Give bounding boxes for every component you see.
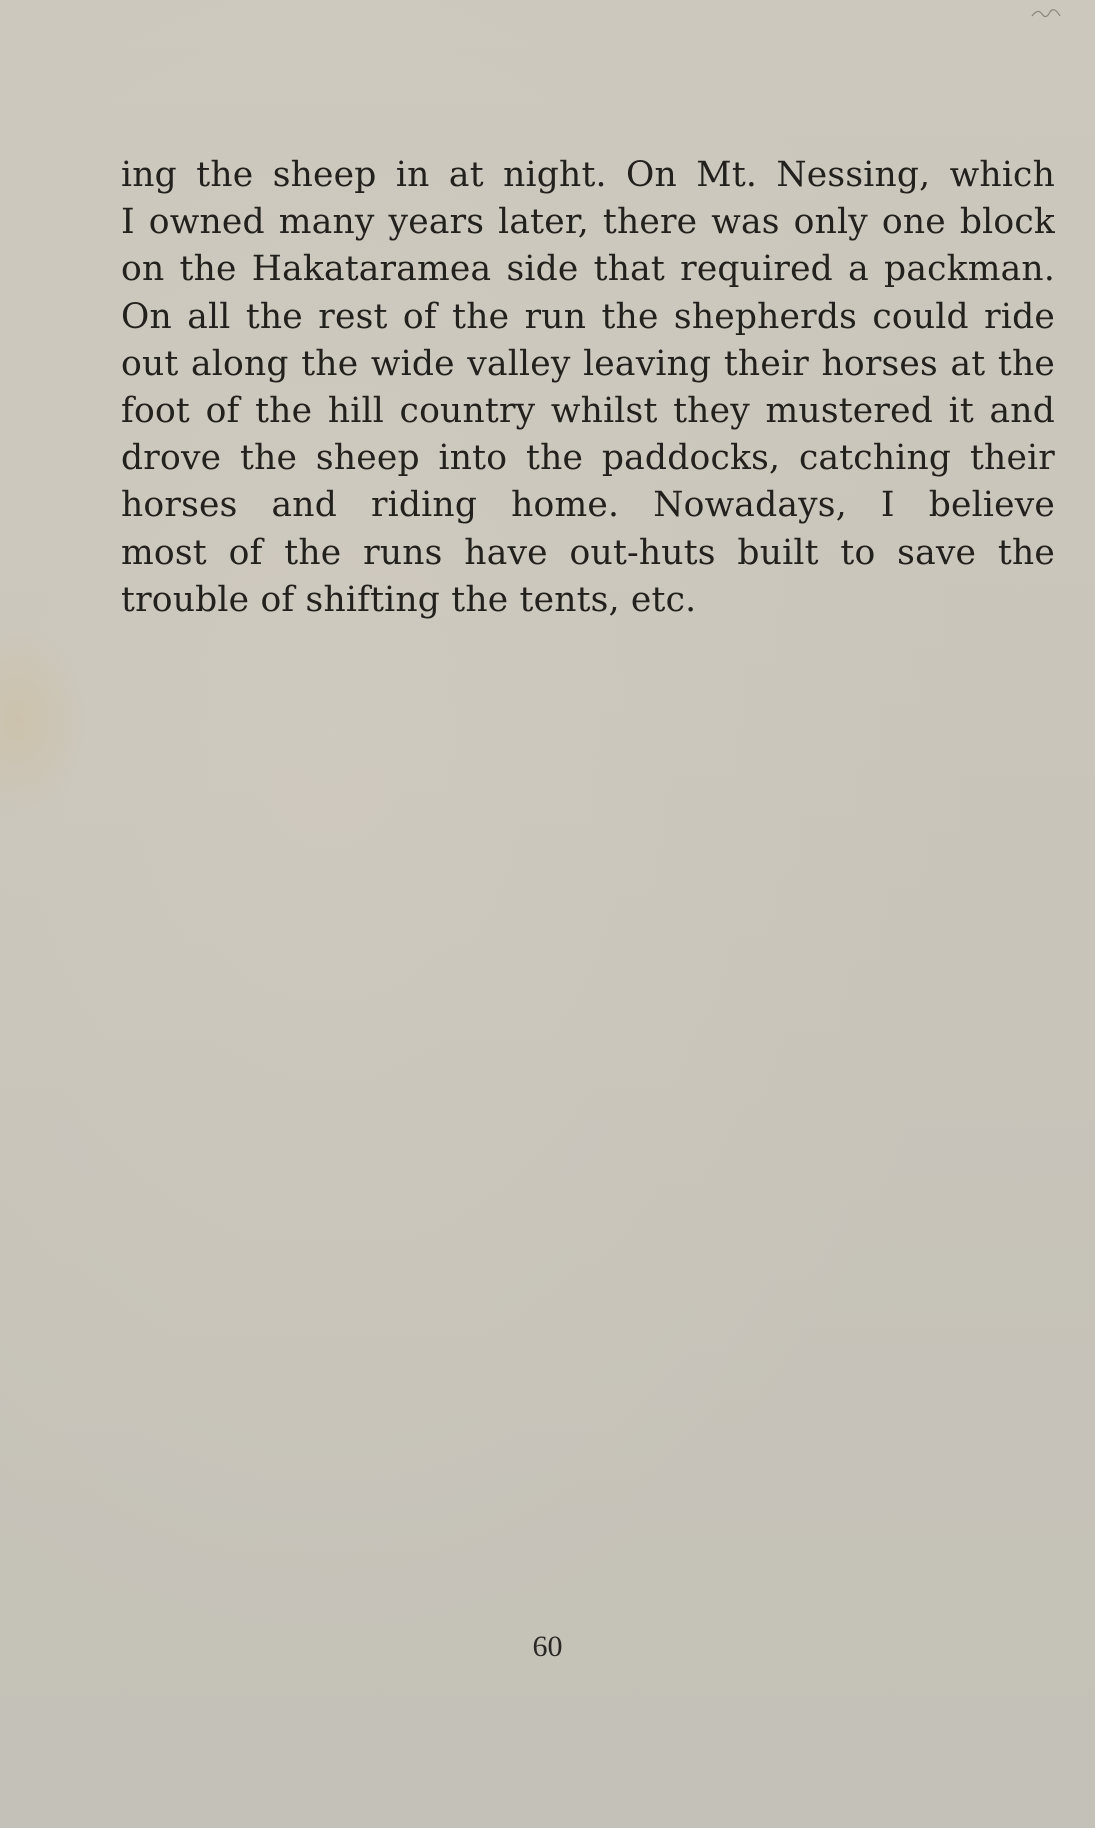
text-line-6: foot of the hill country whilst they mustered it and [121,391,1055,432]
text-line-7: drove the sheep into the paddocks, catching their [121,438,1055,479]
paper-stain [0,620,90,820]
text-line-1: ing the sheep in at night. On Mt. Nessing, which [121,155,1055,195]
pencil-mark [1030,4,1070,24]
text-line-3: on the Hakataramea side that required a packman. [121,249,1055,290]
text-line-4: On all the rest of the run the shepherds could ride [121,296,1055,337]
text-line-10: trouble of shifting the tents, etc. [121,579,697,620]
text-line-2: I owned many years later, there was only one block [121,202,1055,243]
body-text [121,152,1055,624]
page-number: 60 [532,1630,563,1663]
text-line-9: most of the runs have out-huts built to save the [121,532,1055,573]
text-line-5: out along the wide valley leaving their horses at the [121,343,1055,384]
text-line-8: horses and riding home. Nowadays, I believe [121,485,1055,526]
